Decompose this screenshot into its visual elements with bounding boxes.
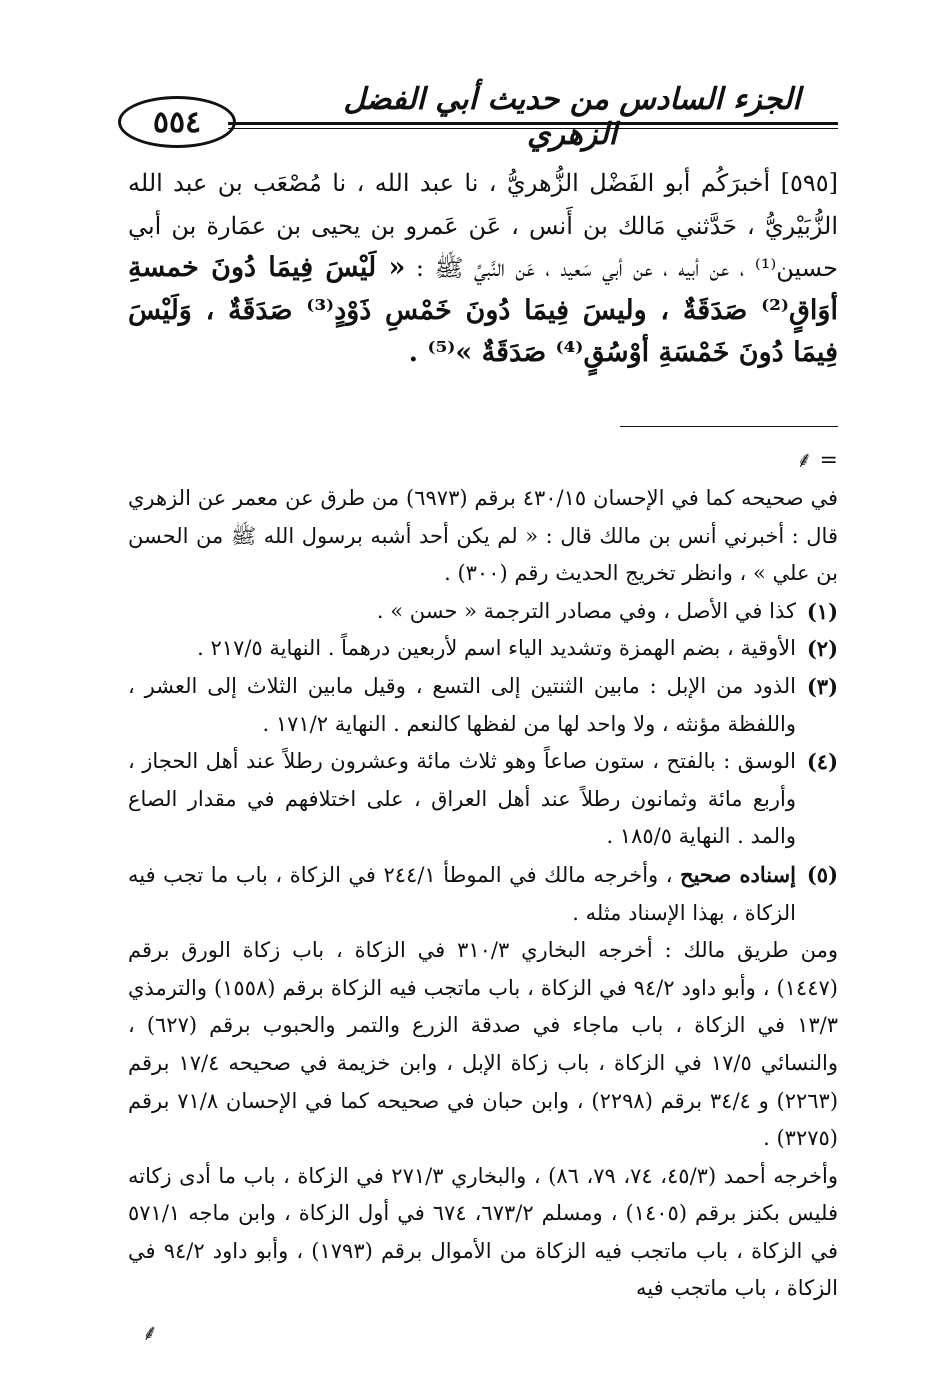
footnote-number: (٣) [806,673,838,699]
page-header [118,82,838,160]
footnote-3 [128,668,838,743]
continuation-mark: = ⸙ [796,448,838,473]
main-text [128,162,838,375]
footnote-4 [128,743,838,856]
takhrij-ahmad: وأخرجه أحمد (٤٥/٣، ٧٤، ٧٩، ٨٦) ، والبخاري ٢٧١/٣ في الزكاة ، باب ما أدى زكاته فليس بكنز برقم (١٤٠٥) ، ومسلم ٦٧٣/٢، ٦٧٤ في أول الزكاة ، وابن ماجه ٥٧١/١ في الزكاة ، باب ماتجب فيه الزكاة من الأموال برقم (١٧٩٣) ، وأبو داود ٩٤/٢ في الزكاة ، باب ماتجب فيه [128,1163,839,1301]
page-end-ornament: ⸙ [141,1321,159,1346]
hadith-paragraph [128,162,838,375]
running-title: الجزء السادس من حديث أبي الفضل الزهري [343,82,801,152]
footnote-continuation: في صحيحه كما في الإحسان ٤٣٠/١٥ برقم (٦٩٧٣) من طرق عن معمر عن الزهري قال : أخبرني أنس بن مالك قال : « لم يكن أحد أشبه برسول الله ﷺ من الحسن بن علي » ، وانظر تخريج الحديث رقم (٣٠٠) . [128,486,838,586]
footnote-number: (٤) [806,749,838,775]
footnote-2 [128,630,838,668]
footnote-text [128,856,796,932]
matn: « لَيْسَ فِيمَا دُونَ خمسةِ أوَاقٍ⁽²⁾ صَدَقَةٌ ، وليسَ فِيمَا دُونَ خَمْسِ ذَوْدٍ⁽³⁾ صَدَقَةٌ ، وَلَيْسَ فِيمَا دُونَ خَمْسَةِ أوْسُقٍ⁽⁴⁾ صَدَقَةٌ »⁽⁵⁾ . [128,252,838,368]
footnotes [128,480,838,1308]
footnote-text: كذا في الأصل ، وفي مصادر الترجمة « حسن » . [376,598,796,623]
footnote-number: (١) [806,598,838,624]
isnad: أخبرَكُم أبو الفَضْل الزُّهريُّ ، نا عبد الله ، نا مُصْعَب بن عبد الله الزُّبَيْريُّ ، حَدَّثني مَالك بن أَنس ، عَن عَمرو بن يحيى بن عمَارة بن أبي حسين⁽¹⁾ ، عن أبيه ، عن أبي سَعيد ، عَن النَّبيِّ ﷺ : [128,169,839,282]
footnote-1 [128,593,838,631]
grading: إسناده صحيح [680,861,796,887]
footnote-text: الأوقية ، بضم الهمزة وتشديد الياء اسم لأربعين درهماً . النهاية ٢١٧/٥ . [197,636,796,661]
footnote-body: ، وأخرجه مالك في الموطأ ٢٤٤/١ في الزكاة ، باب ما تجب فيه الزكاة ، بهذا الإسناد مثله . [128,862,796,925]
takhrij-malik: ومن طريق مالك : أخرجه البخاري ٣١٠/٣ في الزكاة ، باب زكاة الورق برقم (١٤٤٧) ، وأبو داود ٩٤/٢ في الزكاة ، باب ماتجب فيه الزكاة برقم (١٥٥٨) والترمذي ١٣/٣ في الزكاة ، باب ماجاء في صدقة الزرع والتمر والحبوب برقم (٦٢٧) ، والنسائي ١٧/٥ في الزكاة ، باب زكاة الإبل ، وابن خزيمة في صحيحه ١٧/٤ برقم (٢٢٦٣) و ٣٤/٤ برقم (٢٢٩٨) ، وابن حبان في صحيحه كما في الإحسان ٧١/٨ برقم (٣٢٧٥) . [128,938,839,1151]
footnote-text: الوسق : بالفتح ، ستون صاعاً وهو ثلاث مائة وعشرون رطلاً عند أهل الحجاز ، وأربع مائة وثمانون رطلاً عند أهل العراق ، على اختلافهم في مقدار الصاع والمد . النهاية ١٨٥/٥ . [128,749,796,849]
footnote-text: الذود من الإبل : مابين الثنتين إلى التسع ، وقيل مابين الثلاث إلى العشر ، واللفظة مؤنثه ، ولا واحد لها من لفظها كالنعم . النهاية ١٧١/٢ . [128,673,796,736]
footnote-separator [620,426,838,427]
page-number: ٥٥٤ [118,96,236,148]
footnote-number: (٥) [806,861,838,887]
footnote-number: (٢) [806,636,838,662]
footnote-5 [128,856,838,932]
hadith-number: [٥٩٥] [780,169,839,197]
